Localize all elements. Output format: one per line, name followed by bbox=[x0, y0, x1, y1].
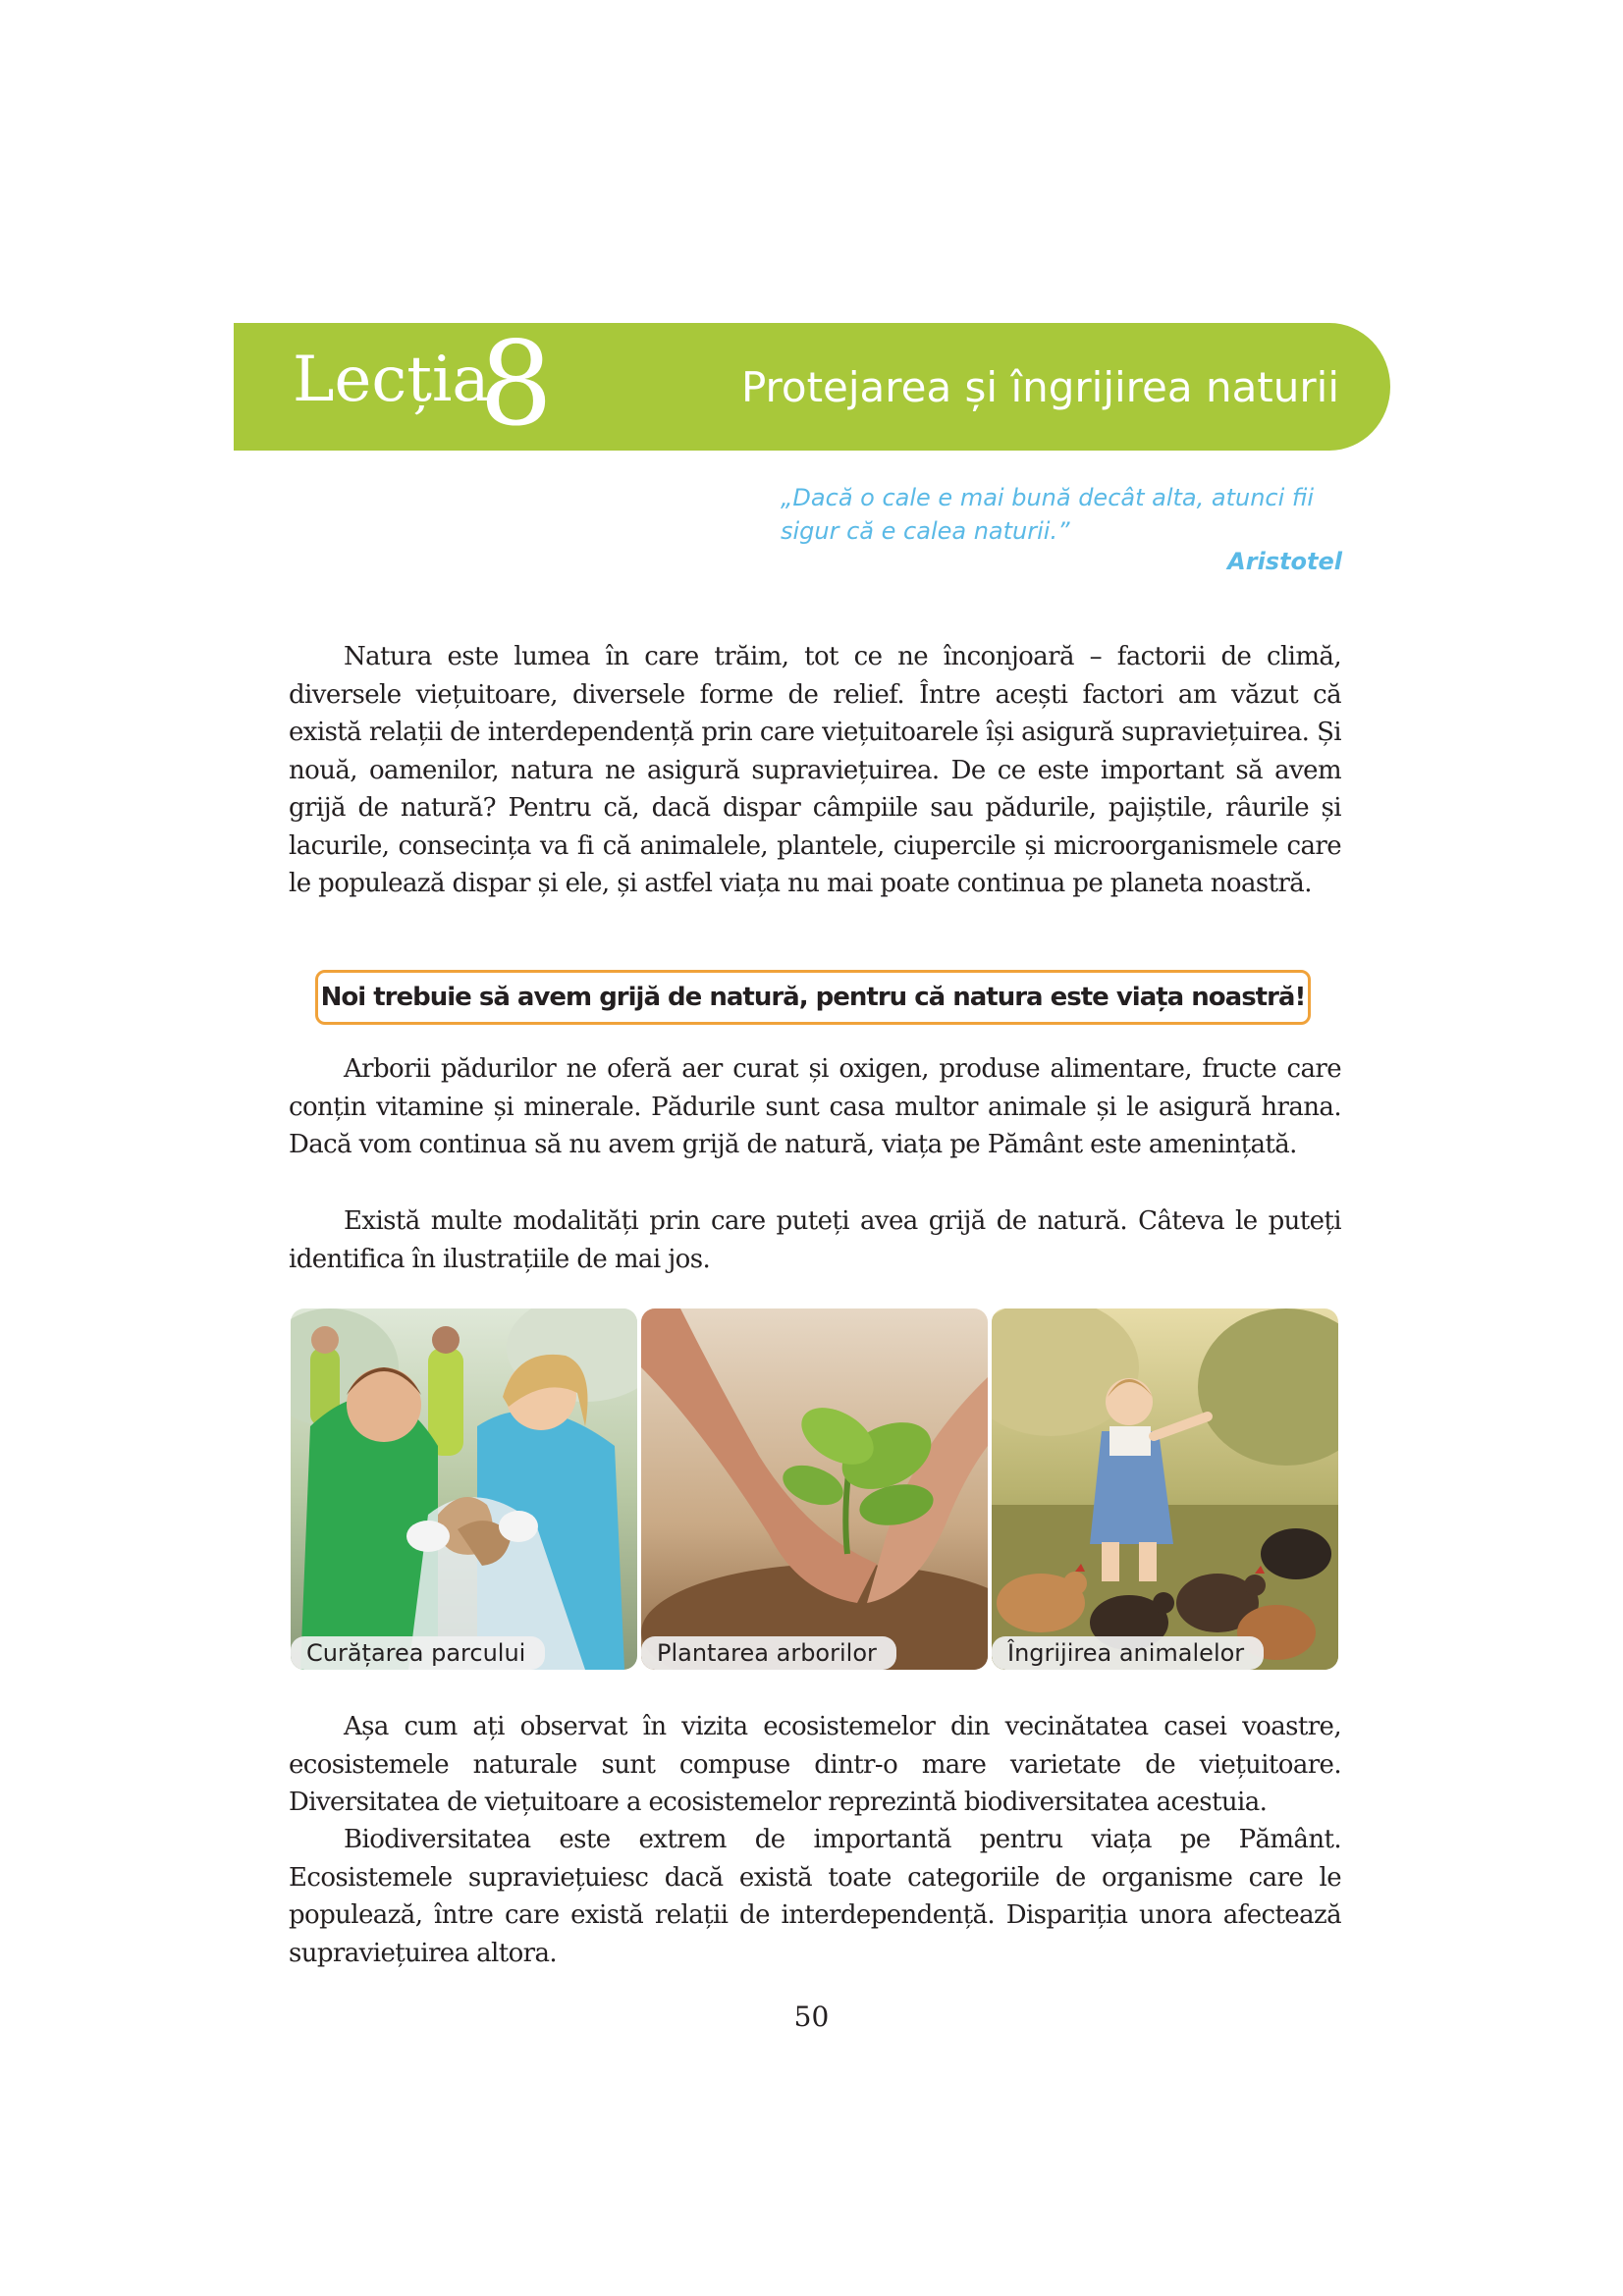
paragraph-forests: Arborii pădurilor ne oferă aer curat și oxigen, produse alimentare, fructe care conțin vitamine și minerale. Pădurile sunt casa multor animale și le asigură hrana. Dacă vom continua să nu avem grijă de natură, viața pe Pământ este amenințată. bbox=[289, 1054, 1341, 1159]
callout-box: Noi trebuie să avem grijă de natură, pentru că natura este viața noastră! bbox=[315, 970, 1311, 1025]
paragraph-intro: Natura este lumea în care trăim, tot ce ne înconjoară – factorii de climă, diversele viețuitoare, diversele forme de relief. Între acești factori am văzut că există relații de interdependență prin care viețuitoarele își asigură supraviețuirea. Și nouă, oamenilor, natura ne asigură supraviețuirea. De ce este important să avem grijă de natură? Pentru că, dacă dispar câmpiile sau pădurile, pajiștile, râurile și lacurile, consecința va fi că animalele, plantele, ciupercile și microorganismele care le populează dispar și ele, și astfel viața nu mai poate continua pe planeta noastră. bbox=[289, 642, 1341, 898]
photo-animal-care bbox=[992, 1308, 1338, 1670]
lesson-banner bbox=[234, 316, 1390, 452]
photo-tree-planting bbox=[641, 1308, 988, 1670]
paragraph-biodiversity: Biodiversitatea este extrem de importantă pentru viața pe Pământ. Ecosistemele supraviețuiesc dacă există toate categoriile de organisme care le populează, între care există relații de interdependență. Dispariția unora afectează supraviețuirea altora. bbox=[289, 1825, 1341, 1968]
photo-caption: Plantarea arborilor bbox=[641, 1636, 896, 1670]
paragraph-ways: Există multe modalități prin care puteți avea grijă de natură. Câteva le puteți identifica în ilustrațiile de mai jos. bbox=[289, 1206, 1341, 1274]
animal-care-illustration bbox=[992, 1308, 1338, 1670]
lesson-number: 8 bbox=[479, 316, 554, 452]
photo-caption: Curățarea parcului bbox=[291, 1636, 545, 1670]
park-cleaning-illustration bbox=[291, 1308, 637, 1670]
page-number: 50 bbox=[793, 2001, 830, 2033]
photo-caption: Îngrijirea animalelor bbox=[992, 1636, 1264, 1670]
quote-author: Aristotel bbox=[1227, 548, 1342, 575]
quote-text: „Dacă o cale e mai bună decât alta, atunci fii sigur că e calea naturii.” bbox=[781, 484, 1315, 545]
tree-planting-illustration bbox=[641, 1308, 988, 1670]
lesson-word: Lecția bbox=[293, 344, 490, 416]
photo-park-cleaning bbox=[291, 1308, 637, 1670]
lesson-title: Protejarea și îngrijirea naturii bbox=[740, 363, 1339, 411]
paragraph-ecosystems: Așa cum ați observat în vizita ecosistemelor din vecinătatea casei voastre, ecosistemele naturale sunt compuse dintr-o mare varietate de viețuitoare. Diversitatea de viețuitoare a ecosistemelor reprezintă biodiversitatea acestuia. bbox=[289, 1712, 1341, 1817]
